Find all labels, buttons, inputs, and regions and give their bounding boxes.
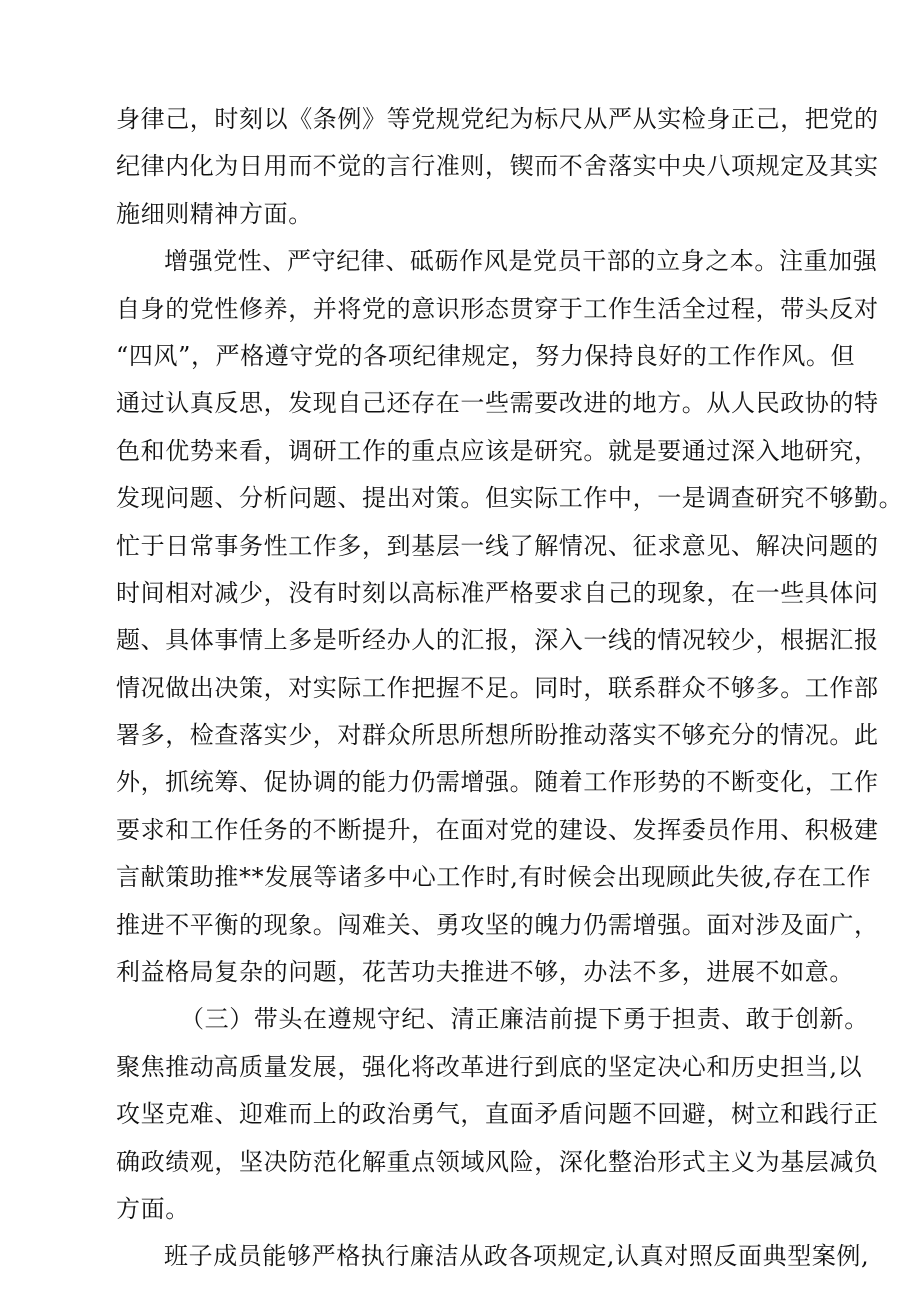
text-line: 身律己，时刻以《条例》等党规党纪为标尺从严从实检身正己，把党的 [116, 105, 879, 133]
text-line: 聚焦推动高质量发展，强化将改革进行到底的坚定决心和历史担当,以 [116, 1052, 863, 1081]
text-line: 言献策助推**发展等诸多中心工作时,有时候会出现顾此失彼,存在工作 [116, 863, 872, 892]
text-line: 纪律内化为日用而不觉的言行准则，锲而不舍落实中央八项规定及其实 [116, 152, 879, 181]
text-line: 确政绩观，坚决防范化解重点领域风险，深化整治形式主义为基层减负 [116, 1147, 879, 1176]
text-line: 色和优势来看，调研工作的重点应该是研究。就是要通过深入地研究， [116, 436, 879, 465]
text-line: 施细则精神方面。 [116, 199, 313, 228]
text-line: 利益格局复杂的问题，花苦功夫推进不够，办法不多，进展不如意。 [116, 958, 854, 987]
text-line: 方面。 [116, 1194, 190, 1223]
text-line: 时间相对减少，没有时刻以高标准严格要求自己的现象，在一些具体问 [116, 578, 879, 607]
text-line: 署多，检查落实少，对群众所思所想所盼推动落实不够充分的情况。此 [116, 721, 879, 750]
text-line: 要求和工作任务的不断提升，在面对党的建设、发挥委员作用、积极建 [116, 815, 879, 844]
text-line: 外，抓统筹、促协调的能力仍需增强。随着工作形势的不断变化，工作 [116, 768, 879, 797]
body-text [116, 96, 904, 1281]
text-line: 忙于日常事务性工作多，到基层一线了解情况、征求意见、解决问题的 [116, 531, 879, 560]
text-line: 通过认真反思，发现自己还存在一些需要改进的地方。从人民政协的特 [116, 389, 879, 418]
text-line: 攻坚克难、迎难而上的政治勇气，直面矛盾问题不回避，树立和践行正 [116, 1100, 879, 1129]
text-line: 题、具体事情上多是听经办人的汇报，深入一线的情况较少，根据汇报 [116, 626, 879, 655]
text-line: “四风”，严格遵守党的各项纪律规定，努力保持良好的工作作风。但 [116, 341, 856, 370]
text-line: 推进不平衡的现象。闯难关、勇攻坚的魄力仍需增强。面对涉及面广， [116, 910, 879, 939]
text-line: 发现问题、分析问题、提出对策。但实际工作中，一是调查研究不够勤。 [116, 484, 904, 513]
section-heading: （三）带头在遵规守纪、清正廉洁前提下勇于担责、敢于创新。 [180, 1005, 869, 1034]
text-line: 情况做出决策，对实际工作把握不足。同时，联系群众不够多。工作部 [116, 673, 879, 702]
text-line: 自身的党性修养，并将党的意识形态贯穿于工作生活全过程，带头反对 [116, 294, 879, 323]
paragraph-first-line: 班子成员能够严格执行廉洁从政各项规定,认真对照反面典型案例, [164, 1242, 870, 1271]
paragraph-first-line: 增强党性、严守纪律、砥砺作风是党员干部的立身之本。注重加强 [164, 247, 878, 276]
